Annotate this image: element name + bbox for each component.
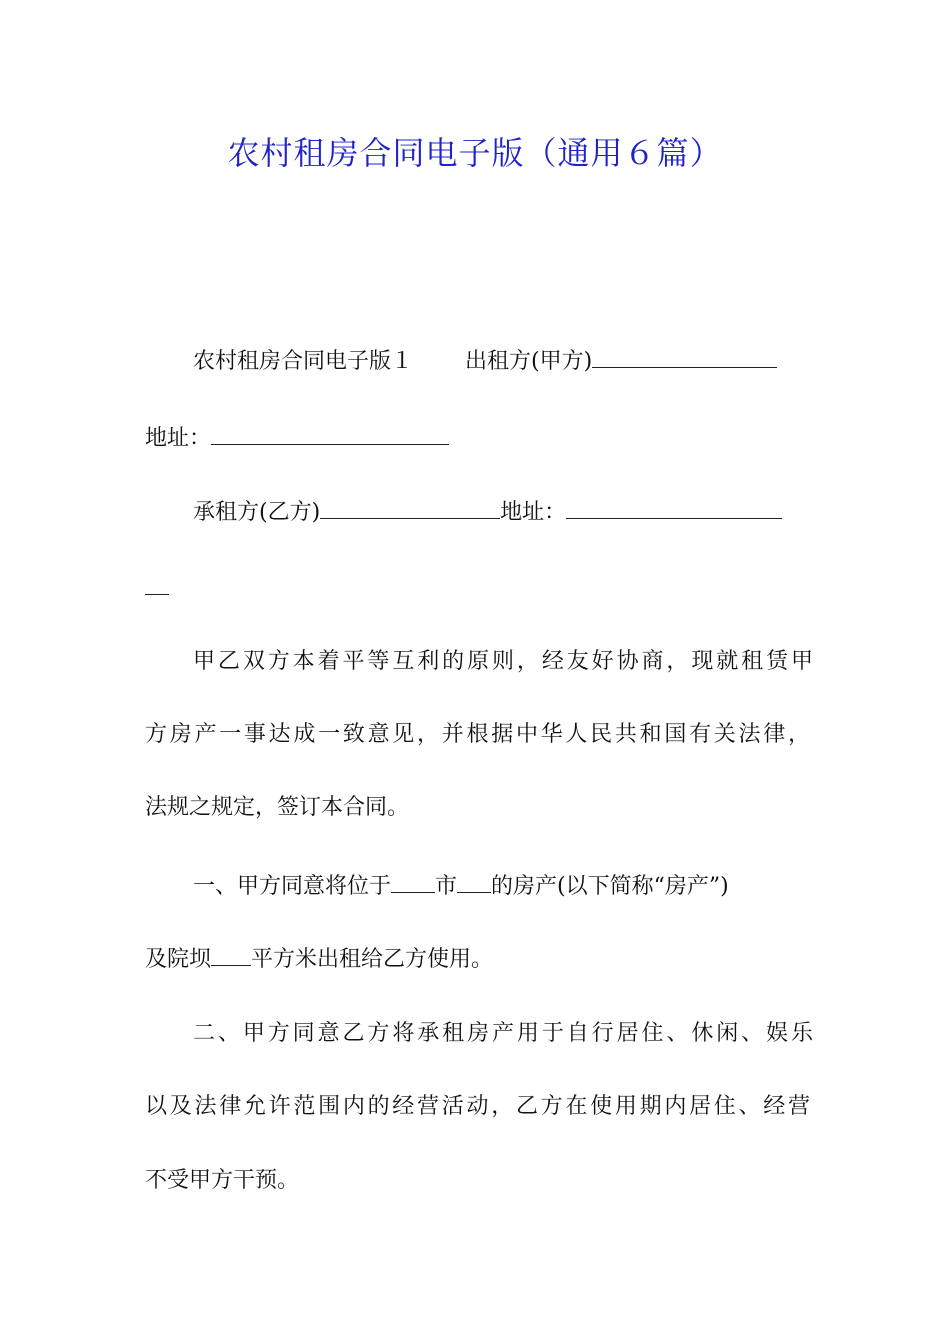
lessee-address-blank-continued xyxy=(145,572,169,595)
area-blank xyxy=(211,943,251,966)
clause-1-line-2 xyxy=(145,943,810,975)
clause-1-text-a: 一、甲方同意将位于 xyxy=(193,874,392,899)
clause-2-line-2: 以及法律允许范围内的经营活动，乙方在使用期内居住、经营 xyxy=(145,1094,810,1119)
lessor-name-blank xyxy=(592,345,777,368)
clause-1-text-b: 市 xyxy=(435,874,458,899)
document-title: 农村租房合同电子版（通用６篇） xyxy=(227,134,723,172)
header-line xyxy=(193,345,813,377)
location-blank xyxy=(457,870,491,893)
lessor-address-line xyxy=(145,422,810,454)
lessee-line xyxy=(193,496,813,528)
lessor-address-label: 地址： xyxy=(145,426,212,451)
clause-1-text-c: 的房产(以下简称“房产”) xyxy=(491,874,729,899)
clause-2-line-3: 不受甲方干预。 xyxy=(145,1168,300,1193)
lessee-label: 承租方(乙方) xyxy=(193,500,321,525)
clause-1-line-1 xyxy=(193,870,813,902)
city-blank xyxy=(391,870,435,893)
clause-1-text-d: 及院坝 xyxy=(145,947,212,972)
lessee-address-blank xyxy=(566,496,782,519)
intro-line-2: 方房产一事达成一致意见，并根据中华人民共和国有关法律， xyxy=(145,722,810,747)
document-subtitle: 农村租房合同电子版１ xyxy=(193,349,414,374)
lessee-address-continuation xyxy=(145,572,810,604)
intro-line-1: 甲乙双方本着平等互利的原则，经友好协商，现就租赁甲 xyxy=(193,649,813,674)
lessor-label: 出租方(甲方) xyxy=(465,349,593,374)
lessor-address-blank xyxy=(211,422,449,445)
clause-1-text-e: 平方米出租给乙方使用。 xyxy=(251,947,494,972)
lessee-name-blank xyxy=(320,496,500,519)
intro-line-3: 法规之规定，签订本合同。 xyxy=(145,795,410,820)
clause-2-line-1: 二、甲方同意乙方将承租房产用于自行居住、休闲、娱乐 xyxy=(193,1021,813,1046)
lessee-address-label: 地址： xyxy=(500,500,567,525)
